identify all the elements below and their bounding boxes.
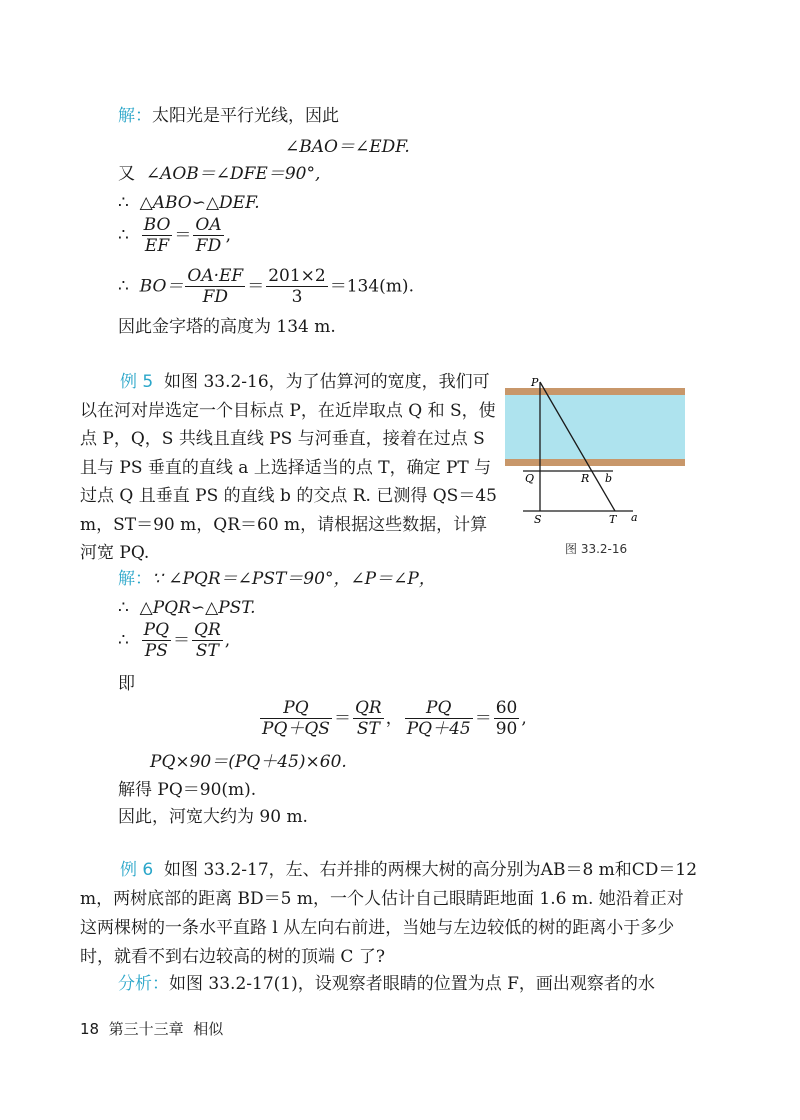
solution-1-conclusion: 因此金字塔的高度为 134 m. xyxy=(118,317,336,337)
near-bank xyxy=(505,459,685,466)
denominator: 90 xyxy=(495,719,518,739)
tail: , xyxy=(521,708,527,729)
denominator: ST xyxy=(195,641,219,661)
equals: ＝ xyxy=(474,708,492,729)
therefore: ∴ xyxy=(118,225,129,246)
text: 太阳光是平行光线，因此 xyxy=(152,106,339,126)
problem-text: 如图 33.2-17，左、右并排的两棵大树的高分别为AB＝8 m和CD＝12 m，两树底部的距离 BD＝5 m，一个人估计自己眼睛距地面 1.6 m. 她沿着正对这两棵树的一条水平直路 l 从左向右前进，当她与左边较低的树的距离小于多少时，就看不到右边较高的树的顶端 C 了? xyxy=(80,860,698,967)
therefore: ∴ xyxy=(118,193,129,213)
numerator: PQ xyxy=(260,698,332,719)
denominator: 3 xyxy=(291,287,303,307)
problem-text: 如图 33.2-16，为了估算河的宽度，我们可以在河对岸选定一个目标点 P，在近岸取点 Q 和 S，使点 P，Q，S 共线且直线 PS 与河垂直，接着在过点 S 且与 PS 垂直的直线 a 上选择适当的点 T，确定 PT 与过点 Q 且垂直 PS 的直线 b 的交点 R. 已测得 QS＝45 m，ST＝90 m，QR＝60 m，请根据这些数据，计算河宽 PQ. xyxy=(80,372,497,563)
solution-1-line-5 xyxy=(118,215,231,261)
numerator: 201×2 xyxy=(268,266,326,286)
solution-1-line-3 xyxy=(118,163,320,185)
chapter-name: 第三十三章 xyxy=(108,1020,184,1038)
label-a: a xyxy=(631,511,638,524)
example-6-text xyxy=(80,856,700,972)
chapter-title: 相似 xyxy=(193,1020,224,1038)
therefore: ∴ xyxy=(118,630,129,651)
label-P: P xyxy=(531,378,539,389)
therefore: ∴ xyxy=(118,598,129,618)
numerator: 60 xyxy=(495,698,518,718)
fraction xyxy=(266,266,328,307)
math: △PQR∽△PST. xyxy=(139,598,256,618)
label-T: T xyxy=(609,513,617,526)
label-R: R xyxy=(581,472,590,485)
math: ∠AOB＝∠DFE＝90°, xyxy=(145,164,321,184)
fraction xyxy=(142,215,173,256)
tail: , xyxy=(225,225,232,246)
numerator: QR xyxy=(194,620,221,640)
separator: ， xyxy=(385,708,403,729)
prefix: 又 xyxy=(118,164,135,184)
numerator: QR xyxy=(354,698,382,718)
label-S: S xyxy=(534,513,542,526)
equals: ＝ xyxy=(173,630,191,651)
denominator: FD xyxy=(202,287,229,307)
lhs: BO＝ xyxy=(139,276,184,297)
example-5-solution-line-6: PQ×90＝(PQ＋45)×60. xyxy=(150,752,347,772)
tail: , xyxy=(224,630,231,651)
solution-label: 解： xyxy=(118,106,152,126)
example-5-text xyxy=(80,368,500,568)
fraction xyxy=(494,698,520,739)
label-Q: Q xyxy=(525,472,535,485)
denominator: ST xyxy=(356,719,380,739)
denominator: PQ＋45 xyxy=(406,719,471,739)
label-b: b xyxy=(605,472,613,485)
far-bank xyxy=(505,388,685,395)
figure-caption: 图 33.2-16 xyxy=(565,542,628,556)
solution-1-line-2: ∠BAO＝∠EDF. xyxy=(285,137,410,157)
analysis-label: 分析： xyxy=(118,974,169,994)
river xyxy=(505,395,685,459)
therefore: ∴ xyxy=(118,276,129,297)
example-5-solution-line-3 xyxy=(118,620,230,666)
solution-1-line-1 xyxy=(118,105,339,127)
tail: ＝134(m). xyxy=(329,276,414,297)
example-label: 例 6 xyxy=(120,860,154,880)
numerator: BO xyxy=(143,215,171,235)
analysis-text: 如图 33.2-17(1)，设观察者眼睛的位置为点 F，画出观察者的水 xyxy=(169,974,655,994)
solution-label: 解： xyxy=(118,569,152,589)
denominator: EF xyxy=(144,236,170,256)
solution-1-line-4 xyxy=(118,192,260,214)
example-6-analysis xyxy=(118,973,655,995)
fraction xyxy=(192,620,223,661)
numerator: OA xyxy=(195,215,222,235)
math: △ABO∽△DEF. xyxy=(139,193,260,213)
example-5-solution-line-7: 解得 PQ＝90(m). xyxy=(118,780,257,800)
equals: ＝ xyxy=(333,708,351,729)
equals: ＝ xyxy=(174,225,192,246)
example-label: 例 5 xyxy=(120,372,154,392)
solution-1-line-6 xyxy=(118,266,414,312)
example-5-solution-line-5 xyxy=(258,698,527,744)
river-figure xyxy=(505,378,685,528)
fraction xyxy=(193,215,223,256)
example-5-solution-line-8: 因此，河宽大约为 90 m. xyxy=(118,807,308,827)
fraction xyxy=(405,698,473,739)
page-footer xyxy=(80,1018,223,1039)
page-number: 18 xyxy=(80,1020,100,1038)
example-5-solution-line-2 xyxy=(118,597,256,619)
numerator: PQ xyxy=(405,698,473,719)
equals: ＝ xyxy=(247,276,265,297)
example-5-solution-line-4: 即 xyxy=(118,674,135,694)
fraction xyxy=(353,698,384,739)
denominator: PQ＋QS xyxy=(262,719,330,739)
numerator: PQ xyxy=(143,620,170,640)
example-5-solution-line-1 xyxy=(118,568,436,590)
denominator: PS xyxy=(144,641,168,661)
denominator: FD xyxy=(195,236,222,256)
fraction xyxy=(142,620,171,661)
fraction xyxy=(185,266,245,307)
fraction xyxy=(260,698,332,739)
math: ∵ ∠PQR＝∠PST＝90°，∠P＝∠P， xyxy=(152,569,436,589)
numerator: OA·EF xyxy=(187,266,244,286)
